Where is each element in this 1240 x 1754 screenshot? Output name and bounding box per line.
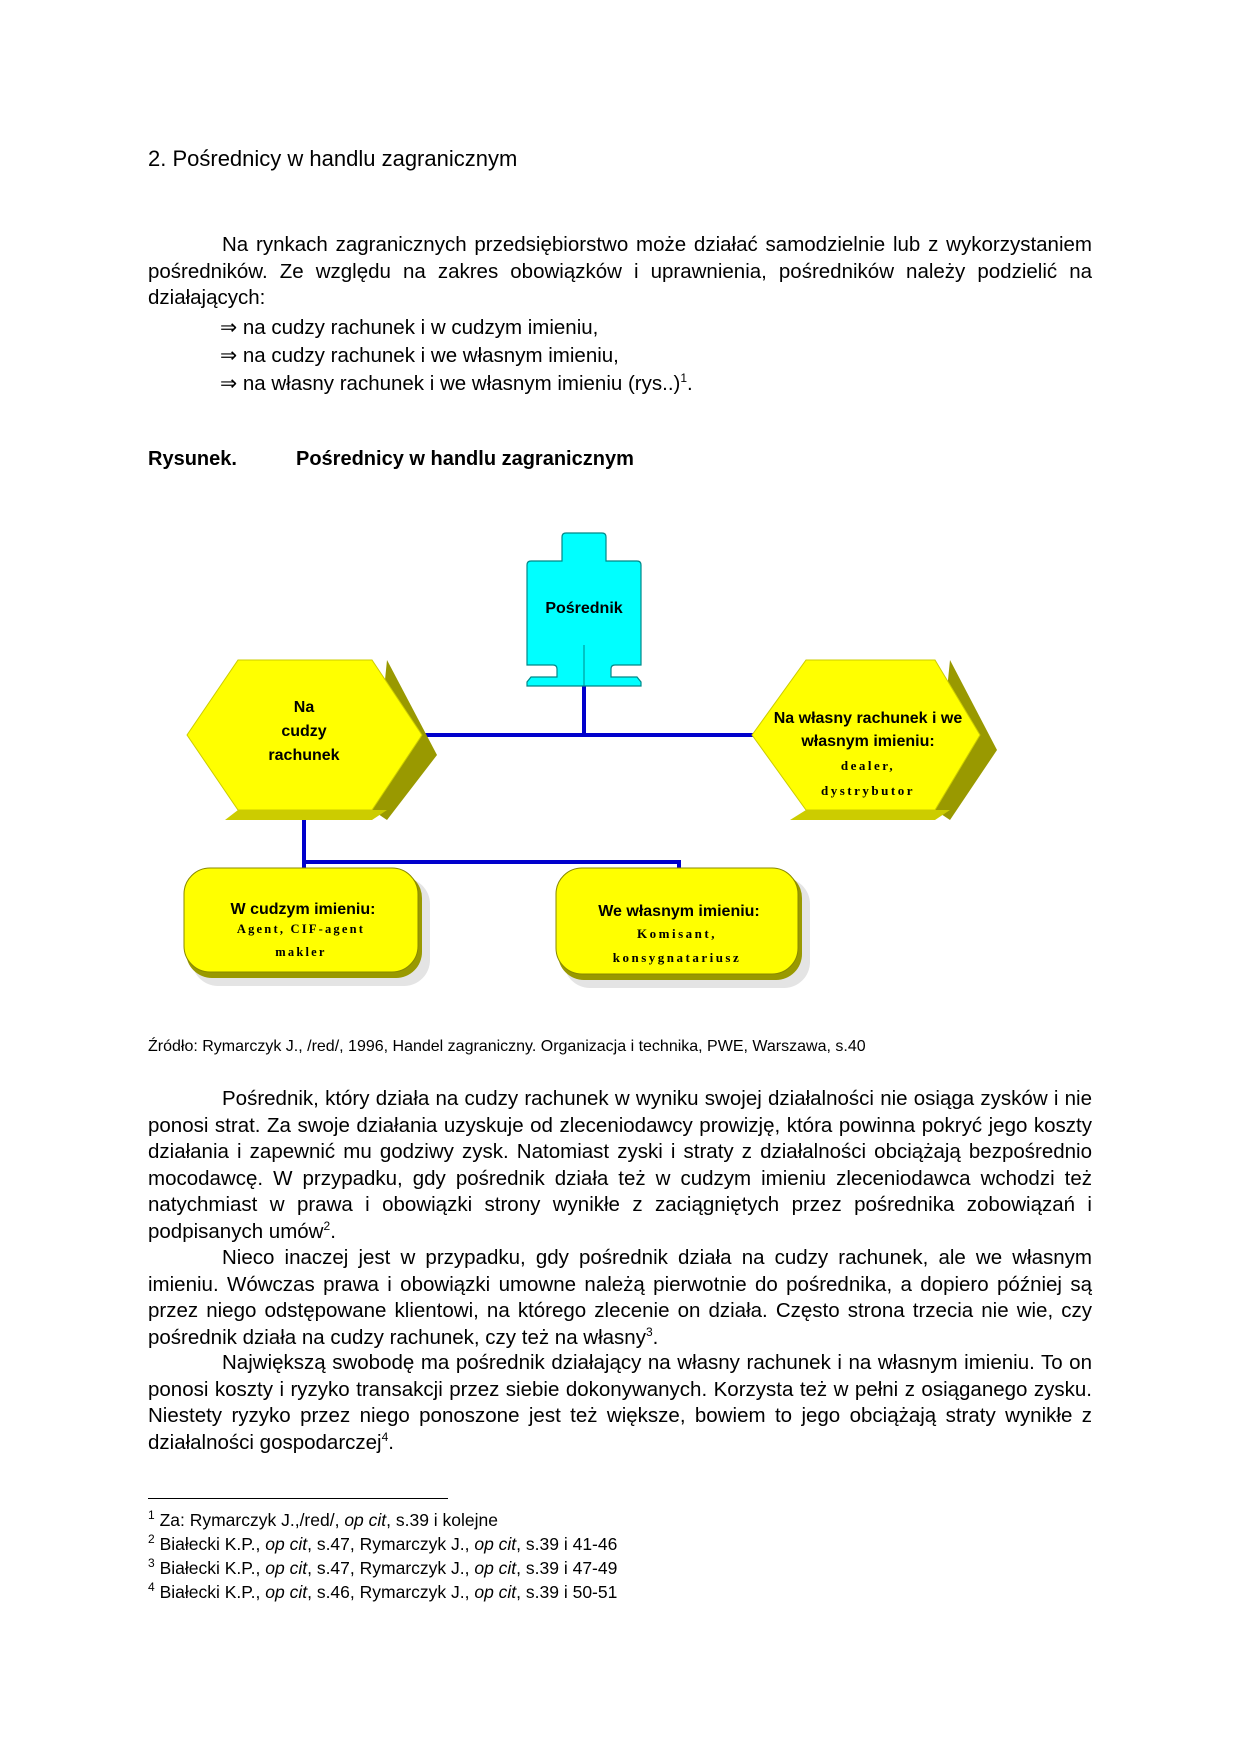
intro-paragraph: Na rynkach zagranicznych przedsiębiorstwo może działać samodzielnie lub z wykorzystaniem pośredników. Ze względu na zakres obowiązków i uprawnienia, pośredników należy podzielić na działających: [148, 233, 1092, 309]
footnote-1: $^1$ Za: Rymarczyk J.,/red/, op cit, s.39 i kolejne [148, 1508, 499, 1530]
footnote-2: $^2$ Białecki K.P., op cit, s.47, Rymarczyk J., op cit, s.39 i 41-46 [148, 1532, 618, 1554]
hexagon-foreign-account [187, 660, 437, 820]
svg-text:Agent, CIF-agent: Agent, CIF-agent [236, 922, 366, 936]
bullet-1: ⇒ na cudzy rachunek i w cudzym imieniu, [220, 316, 599, 339]
footnote-separator [148, 1498, 448, 1499]
box-in-own-name [556, 868, 810, 988]
svg-text:Na własny rachunek i we: Na własny rachunek i we [773, 710, 963, 727]
footnote-3: $^3$ Białecki K.P., op cit, s.47, Rymarczyk J., op cit, s.39 i 47-49 [148, 1556, 618, 1578]
svg-text:własnym imieniu:: własnym imieniu: [801, 733, 935, 750]
footnote-4: $^4$ Białecki K.P., op cit, s.46, Rymarczyk J., op cit, s.39 i 50-51 [148, 1580, 618, 1602]
svg-text:Komisant,: Komisant, [637, 926, 717, 941]
svg-text:We własnym imieniu:: We własnym imieniu: [598, 903, 760, 920]
svg-text:W cudzym imieniu:: W cudzym imieniu: [230, 901, 376, 918]
svg-text:cudzy: cudzy [281, 723, 327, 740]
svg-text:dealer,: dealer, [840, 758, 896, 773]
svg-text:dystrybutor: dystrybutor [821, 783, 915, 798]
figure-label: Rysunek. [148, 448, 237, 470]
svg-text:makler: makler [275, 945, 327, 959]
paragraph-4: Największą swobodę ma pośrednik działający na własny rachunek i na własnym imieniu. To on ponosi koszty i ryzyko transakcji przez siebie dokonywanych. Korzysta też w pełni z osiąganego zysku. Niestety ryzyko przez niego ponoszone jest też większe, bowiem to jego obciążają straty wynikłe z działalności gospodarczej$^4$. [148, 1351, 1092, 1454]
section-heading: 2. Pośrednicy w handlu zagranicznym [148, 146, 518, 171]
svg-text:Na: Na [293, 699, 315, 716]
svg-text:rachunek: rachunek [268, 747, 340, 764]
intermediary-label: Pośrednik [545, 600, 623, 617]
figure-title: Pośrednicy w handlu zagranicznym [296, 448, 634, 470]
paragraph-3: Nieco inaczej jest w przypadku, gdy pośrednik działa na cudzy rachunek, ale we własnym imieniu. Wówczas prawa i obowiązki umowne należą pierwotnie do pośrednika, a dopiero później są przez niego odstępowane klientowi, na którego zlecenie on działa. Często strona trzecia nie wie, czy pośrednik działa na cudzy rachunek, czy też na własny$^3$. [148, 1246, 1092, 1349]
bullet-3: ⇒ na własny rachunek i we własnym imieniu $(rys..)^1$. [220, 371, 693, 395]
intermediary-figure [527, 533, 641, 686]
bullet-2: ⇒ na cudzy rachunek i we własnym imieniu, [220, 344, 619, 367]
figure-source: Źródło: Rymarczyk J., /red/, 1996, Handel zagraniczny. Organizacja i technika, PWE, Warszawa, s.40 [148, 1038, 866, 1055]
box-in-foreign-name [184, 868, 430, 986]
paragraph-2: Pośrednik, który działa na cudzy rachunek w wyniku swojej działalności nie osiąga zysków i nie ponosi strat. Za swoje działania uzyskuje od zleceniodawcy prowizję, która powinna pokryć jego koszty działania i zapewnić mu godziwy zysk. Natomiast zyski i straty z działalności obciążają bezpośrednio mocodawcę. W przypadku, gdy pośrednik działa też w cudzym imieniu zleceniodawca wchodzi też natychmiast w prawa i obowiązki strony wynikłe z zaciągniętych przez pośrednika zobowiązań i podpisanych umów$^2$. [148, 1087, 1092, 1243]
hexagon-own-account [752, 660, 997, 820]
svg-text:konsygnatariusz: konsygnatariusz [612, 950, 742, 965]
